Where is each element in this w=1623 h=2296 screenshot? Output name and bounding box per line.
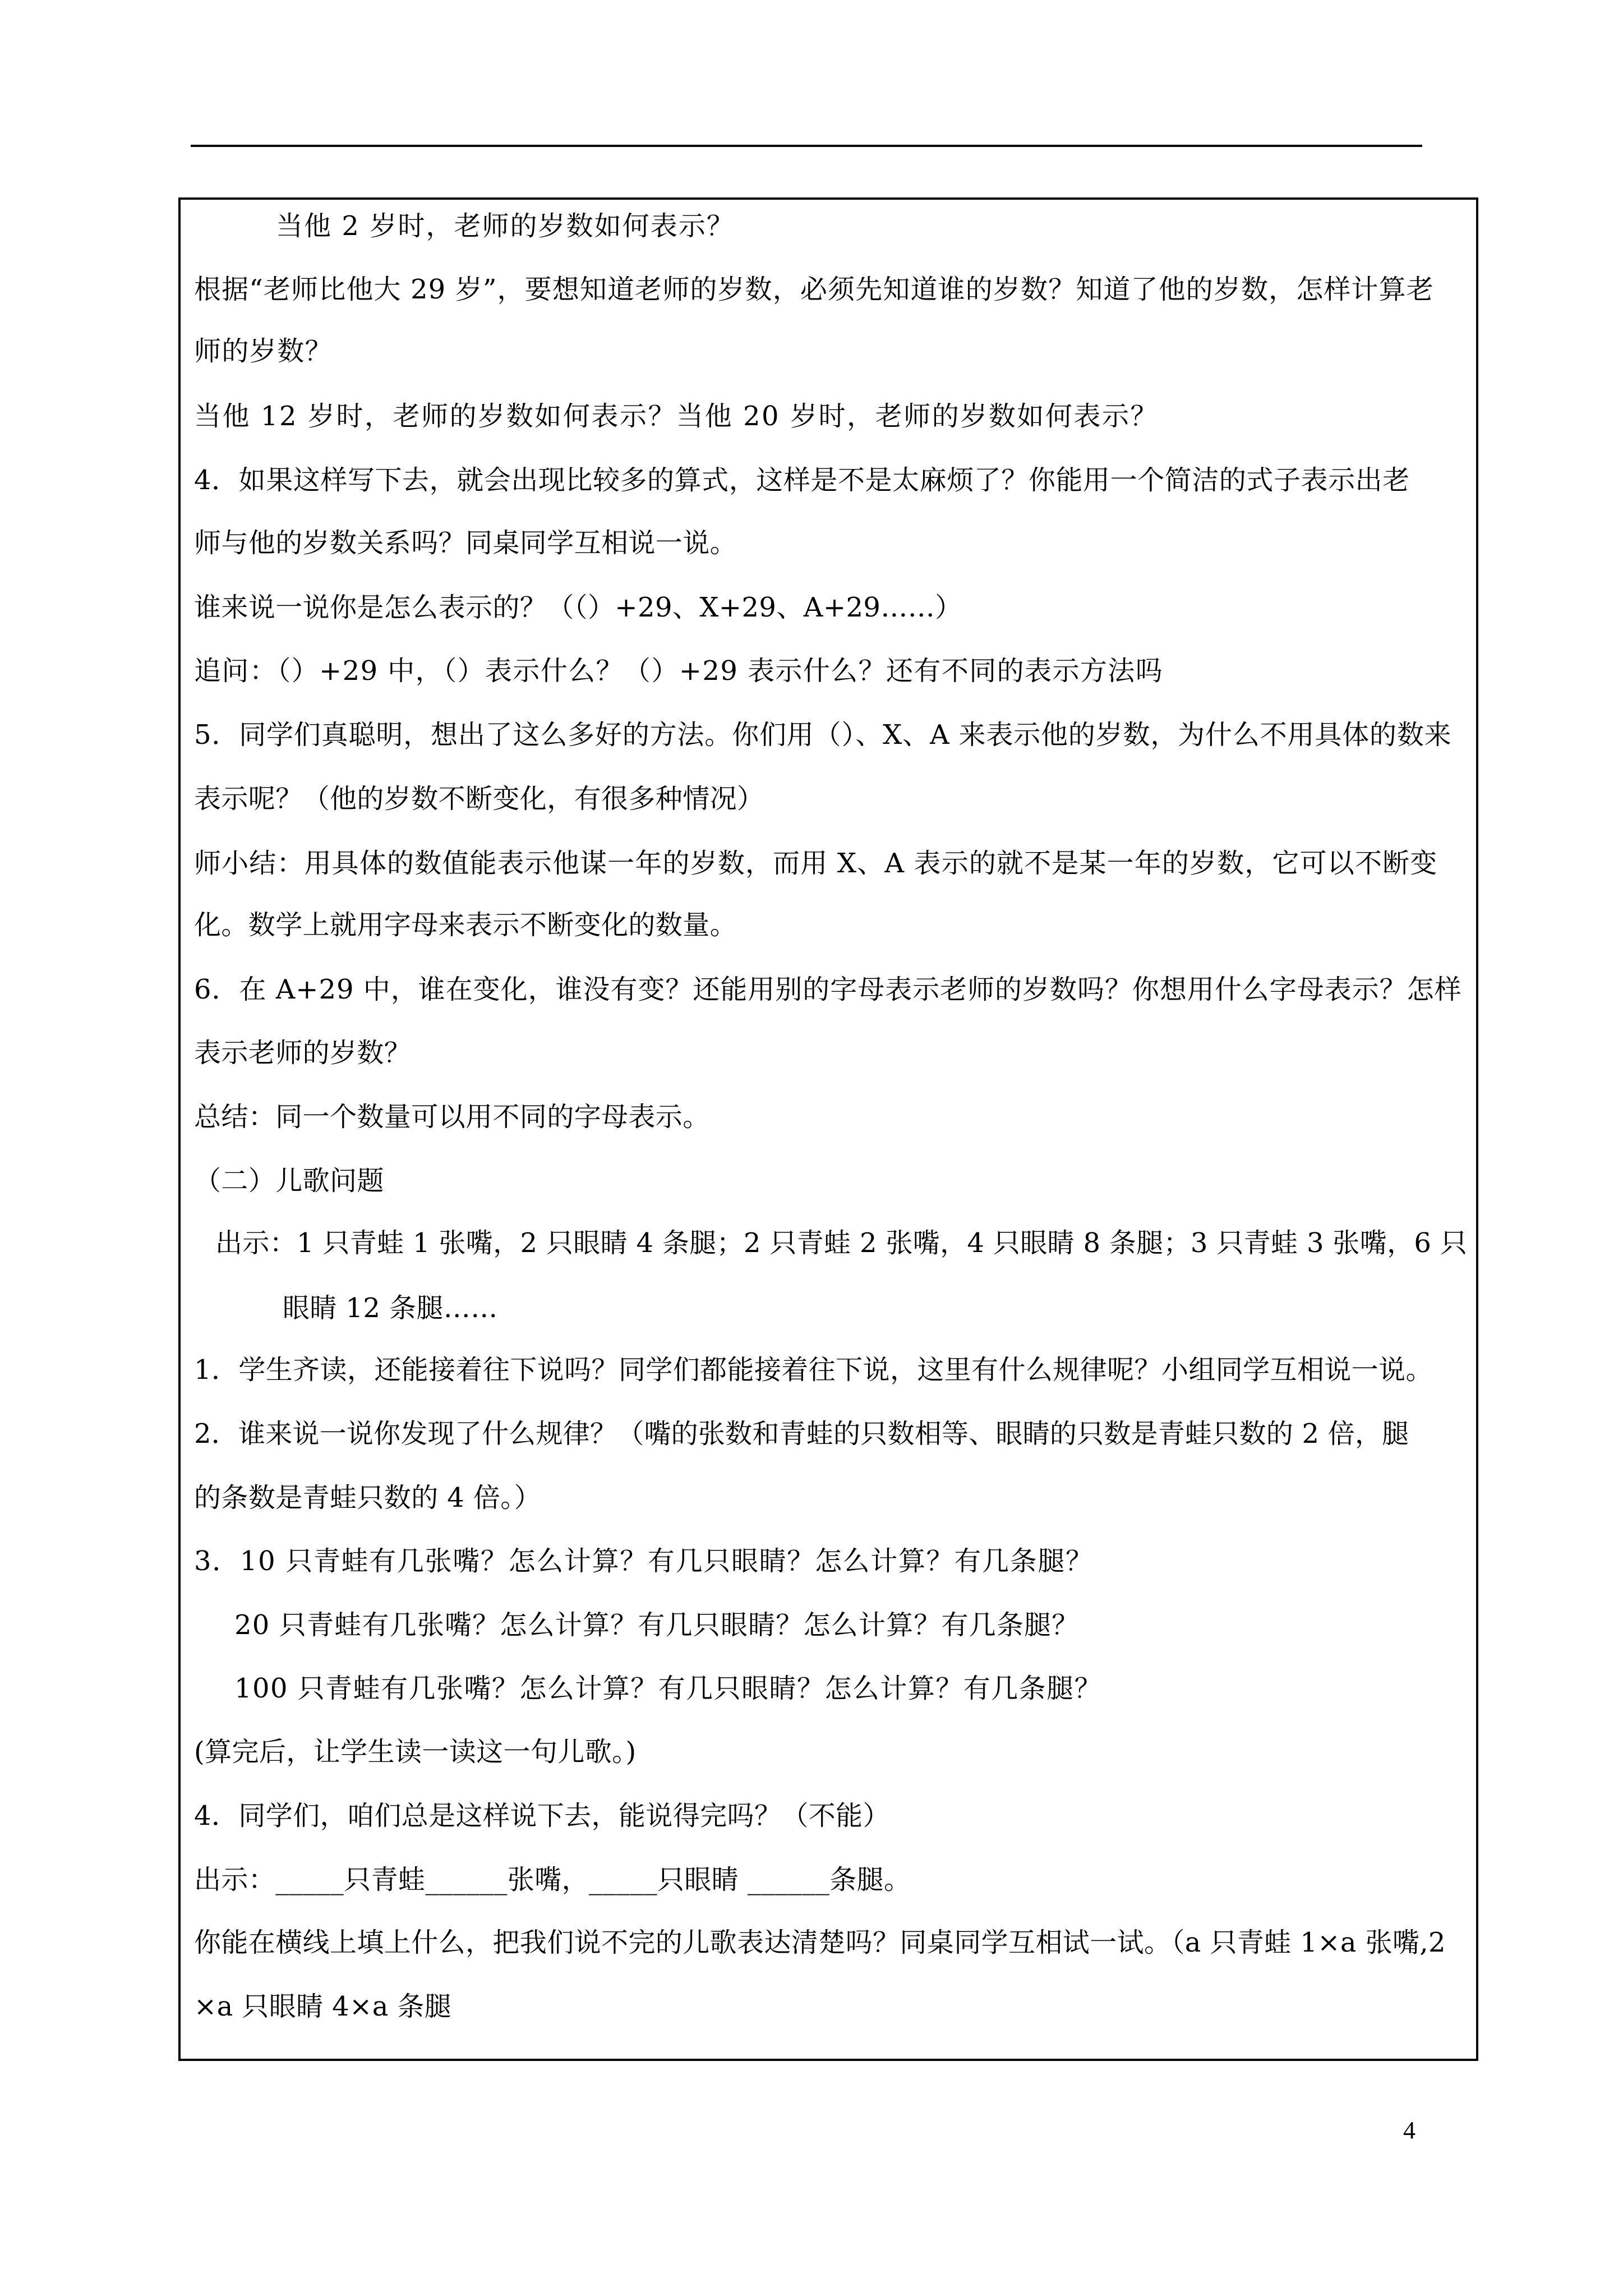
- text-line: 6．在 A+29 中，谁在变化，谁没有变？还能用别的字母表示老师的岁数吗？你想用什么字母表示？怎样: [194, 974, 1462, 1005]
- text-line: 当他 2 岁时，老师的岁数如何表示？: [276, 210, 735, 242]
- text-line: 师小结：用具体的数值能表示他谋一年的岁数，而用 X、A 表示的就不是某一年的岁数，它可以不断变: [194, 848, 1438, 879]
- text-line: ×a 只眼睛 4×a 条腿: [194, 1991, 452, 2022]
- text-line: 当他 12 岁时，老师的岁数如何表示？当他 20 岁时，老师的岁数如何表示？: [194, 401, 1159, 432]
- text-line: 师的岁数？: [194, 335, 333, 367]
- text-line: 3．10 只青蛙有几张嘴？怎么计算？有几只眼睛？怎么计算？有几条腿？: [194, 1545, 1094, 1577]
- text-line: 5．同学们真聪明，想出了这么多好的方法。你们用（）、X、A 来表示他的岁数，为什么不用具体的数来: [194, 719, 1452, 751]
- text-line: 20 只青蛙有几张嘴？怎么计算？有几只眼睛？怎么计算？有几条腿？: [234, 1609, 1080, 1641]
- text-line: 你能在横线上填上什么，把我们说不完的儿歌表达清楚吗？同桌同学互相试一试。（a 只青蛙 1×a 张嘴,2: [194, 1927, 1446, 1958]
- text-line: 出示：1 只青蛙 1 张嘴，2 只眼睛 4 条腿；2 只青蛙 2 张嘴，4 只眼睛 8 条腿；3 只青蛙 3 张嘴，6 只: [215, 1227, 1468, 1259]
- text-line: 化。数学上就用字母来表示不断变化的数量。: [194, 909, 737, 941]
- fill-in-blank-line: 出示：_____只青蛙______张嘴，_____只眼睛 ______条腿。: [194, 1864, 911, 1895]
- text-line: 表示老师的岁数？: [194, 1037, 412, 1069]
- text-line: 100 只青蛙有几张嘴？怎么计算？有几只眼睛？怎么计算？有几条腿？: [234, 1673, 1103, 1704]
- text-line: 1．学生齐读，还能接着往下说吗？同学们都能接着往下说，这里有什么规律呢？小组同学互相说一说。: [194, 1354, 1433, 1386]
- text-line: (算完后，让学生读一读这一句儿歌。): [194, 1736, 637, 1768]
- text-line: 谁来说一说你是怎么表示的？（（）+29、X+29、A+29……）: [194, 592, 962, 623]
- page-number: 4: [1403, 2116, 1415, 2144]
- text-line: 眼睛 12 条腿……: [283, 1292, 498, 1324]
- text-line: 根据“老师比他大 29 岁”，要想知道老师的岁数，必须先知道谁的岁数？知道了他的岁数，怎样计算老: [194, 274, 1434, 305]
- text-line: 表示呢？（他的岁数不断变化，有很多种情况）: [194, 783, 764, 815]
- header-rule: [191, 145, 1422, 147]
- text-line: 4．如果这样写下去，就会出现比较多的算式，这样是不是太麻烦了？你能用一个简洁的式子表示出老: [194, 464, 1410, 496]
- section-heading: （二）儿歌问题: [194, 1165, 384, 1197]
- text-line: 追问：（）+29 中，（）表示什么？（）+29 表示什么？还有不同的表示方法吗: [194, 655, 1164, 687]
- text-line: 总结：同一个数量可以用不同的字母表示。: [194, 1101, 710, 1133]
- text-line: 的条数是青蛙只数的 4 倍。）: [194, 1482, 542, 1513]
- text-line: 4．同学们，咱们总是这样说下去，能说得完吗？（不能）: [194, 1800, 890, 1832]
- text-line: 2．谁来说一说你发现了什么规律？（嘴的张数和青蛙的只数相等、眼睛的只数是青蛙只数的 2 倍，腿: [194, 1418, 1409, 1450]
- text-line: 师与他的岁数关系吗？同桌同学互相说一说。: [194, 527, 737, 559]
